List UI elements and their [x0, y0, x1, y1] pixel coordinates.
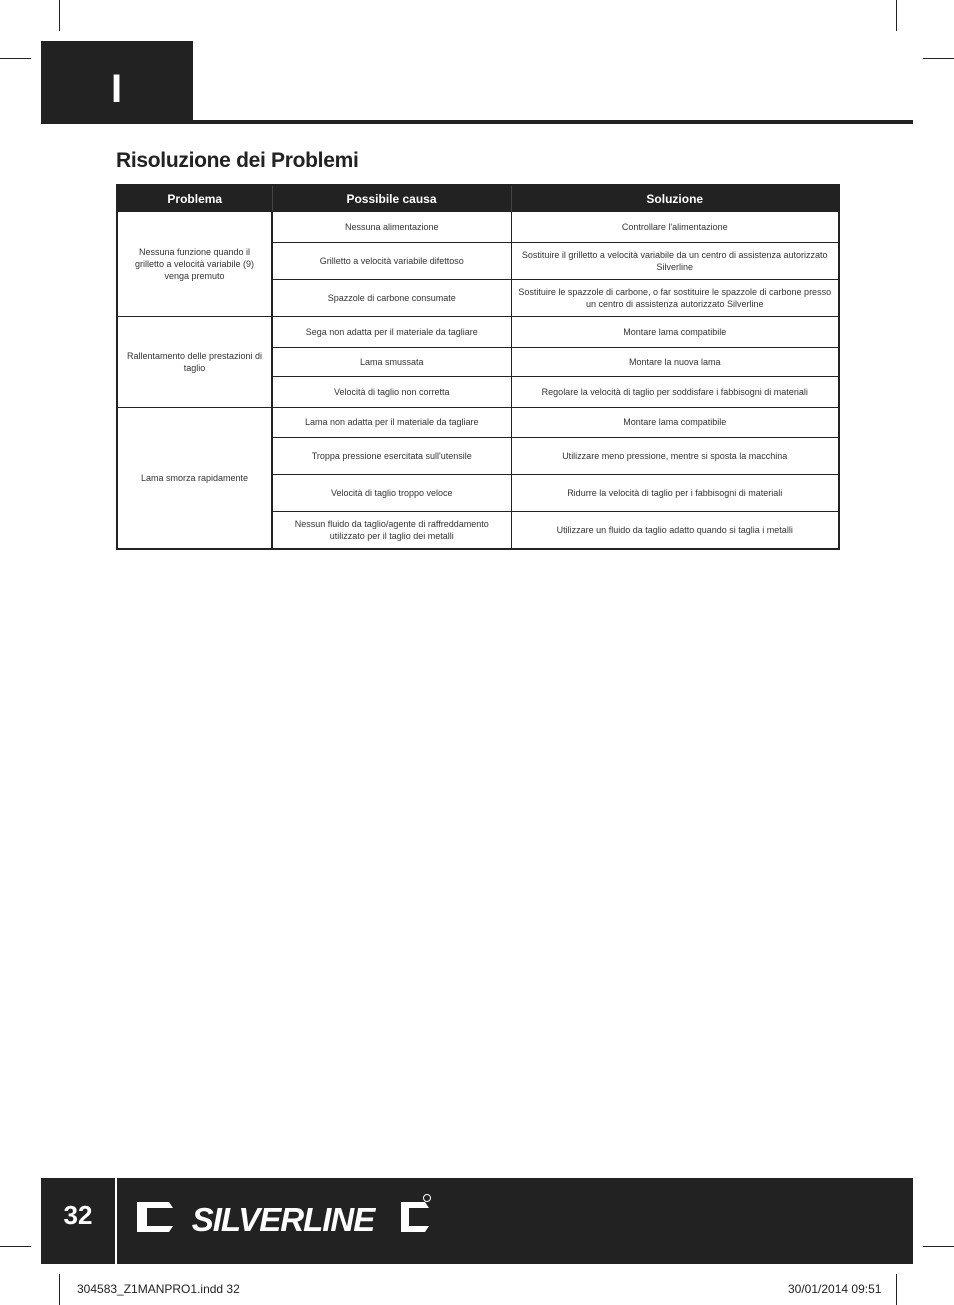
cause-cell: Sega non adatta per il materiale da tagliare — [272, 317, 511, 348]
column-header-cause: Possibile causa — [272, 185, 511, 212]
language-tab — [41, 41, 193, 122]
cause-cell: Nessuna alimentazione — [272, 212, 511, 243]
table-row — [117, 408, 839, 438]
table-row — [117, 317, 839, 348]
cause-cell: Lama smussata — [272, 348, 511, 377]
solution-cell: Sostituire le spazzole di carbone, o far sostituire le spazzole di carbone presso un centro di assistenza autorizzato Silverline — [511, 280, 839, 317]
problem-cell: Lama smorza rapidamente — [117, 408, 272, 549]
solution-cell: Utilizzare un fluido da taglio adatto quando si taglia i metalli — [511, 512, 839, 549]
solution-cell: Ridurre la velocità di taglio per i fabbisogni di materiali — [511, 475, 839, 512]
crop-mark — [923, 1246, 954, 1247]
page-footer — [41, 1178, 913, 1264]
solution-cell: Montare lama compatibile — [511, 317, 839, 348]
footer-divider — [115, 1178, 117, 1264]
crop-mark — [896, 1274, 897, 1305]
section-title: Risoluzione dei Problemi — [116, 149, 359, 172]
brand-wordmark: SILVERLINE — [191, 1201, 375, 1238]
slug-file: 304583_Z1MANPRO1.indd 32 — [77, 1282, 240, 1296]
column-header-solution: Soluzione — [511, 185, 839, 212]
solution-cell: Regolare la velocità di taglio per soddisfare i fabbisogni di materiali — [511, 377, 839, 408]
cause-cell: Grilletto a velocità variabile difettoso — [272, 243, 511, 280]
crop-mark — [923, 58, 954, 59]
cause-cell: Velocità di taglio non corretta — [272, 377, 511, 408]
silverline-logo-icon — [133, 1192, 433, 1242]
crop-mark — [0, 58, 31, 59]
troubleshooting-table — [116, 184, 840, 550]
crop-mark — [59, 1274, 60, 1305]
cause-cell: Troppa pressione esercitata sull'utensile — [272, 438, 511, 475]
column-header-problem: Problema — [117, 185, 272, 212]
cause-cell: Nessun fluido da taglio/agente di raffreddamento utilizzato per il taglio dei metalli — [272, 512, 511, 549]
page-number: 32 — [63, 1200, 93, 1230]
solution-cell: Montare lama compatibile — [511, 408, 839, 438]
table-header-row — [117, 185, 839, 212]
registered-mark-icon — [424, 1195, 431, 1202]
crop-mark — [0, 1246, 31, 1247]
solution-cell: Montare la nuova lama — [511, 348, 839, 377]
cause-cell: Velocità di taglio troppo veloce — [272, 475, 511, 512]
table-row — [117, 212, 839, 243]
problem-cell: Nessuna funzione quando il grilletto a velocità variabile (9) venga premuto — [117, 212, 272, 317]
problem-cell: Rallentamento delle prestazioni di taglio — [117, 317, 272, 408]
solution-cell: Controllare l'alimentazione — [511, 212, 839, 243]
crop-mark — [59, 0, 60, 31]
solution-cell: Utilizzare meno pressione, mentre si sposta la macchina — [511, 438, 839, 475]
header-rule — [41, 120, 913, 124]
cause-cell: Spazzole di carbone consumate — [272, 280, 511, 317]
slug-datetime: 30/01/2014 09:51 — [788, 1282, 882, 1296]
crop-mark — [896, 0, 897, 31]
solution-cell: Sostituire il grilletto a velocità variabile da un centro di assistenza autorizzato Silverline — [511, 243, 839, 280]
language-code: I — [111, 67, 123, 111]
cause-cell: Lama non adatta per il materiale da tagliare — [272, 408, 511, 438]
